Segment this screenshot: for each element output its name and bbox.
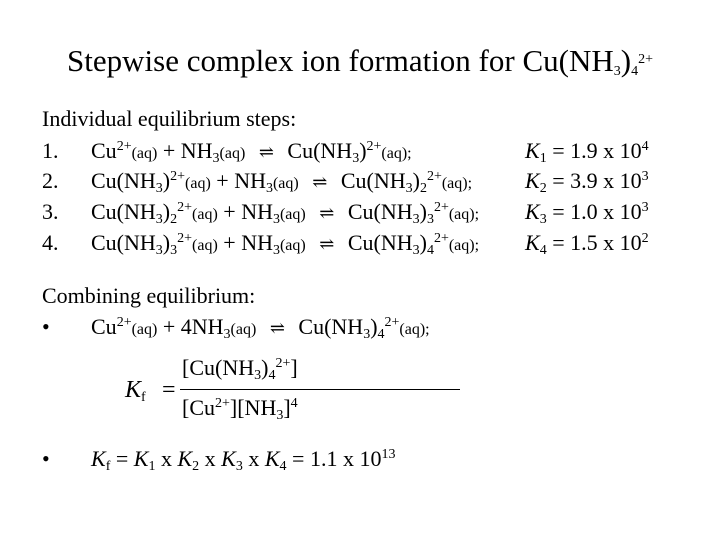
subscript: 3: [405, 181, 413, 196]
kf-k: K: [125, 377, 142, 403]
step-number: 4.: [42, 230, 59, 255]
k-exponent: 2: [641, 231, 649, 246]
state: (aq);: [441, 175, 473, 192]
subscript: 2: [170, 212, 178, 227]
k-number: = 1.9 x 10: [552, 138, 642, 163]
kf-label: [125, 377, 146, 404]
exponent: 4: [290, 396, 298, 411]
subscript: 4: [426, 243, 434, 258]
equilibrium-arrow-icon: ⇌: [269, 318, 285, 338]
charge: 2+: [116, 139, 132, 154]
k-value: [525, 138, 649, 164]
exponent: 13: [381, 447, 396, 462]
subscript: 3: [276, 408, 284, 423]
state: (aq): [131, 321, 158, 338]
charge: 2+: [177, 231, 193, 246]
k-subscript: 4: [539, 243, 547, 258]
subscript: 3: [412, 243, 420, 258]
subscript: 3: [155, 243, 163, 258]
bullet: •: [42, 314, 50, 339]
equals-sign: =: [162, 377, 176, 403]
subscript: 3: [363, 327, 371, 342]
k-exponent: 3: [641, 169, 649, 184]
charge: 2+: [177, 200, 193, 215]
k-value: [525, 230, 649, 256]
charge: 2+: [275, 356, 291, 371]
k-label: K: [525, 138, 540, 163]
state: (aq): [131, 145, 158, 162]
step-number: 2.: [42, 168, 59, 193]
paren: ): [162, 230, 171, 255]
reactant: + NH: [223, 199, 273, 224]
kf-product: [91, 446, 395, 472]
individual-heading: Individual equilibrium steps:: [42, 106, 297, 131]
numerator-open: [Cu(NH: [182, 355, 255, 380]
charge: 2+: [170, 169, 186, 184]
subscript: 3: [235, 459, 243, 474]
step-equation: [91, 199, 479, 228]
species: Cu(NH: [91, 199, 156, 224]
page-title: [0, 42, 720, 80]
title-subscript: 3: [613, 64, 621, 79]
paren: ): [370, 314, 378, 339]
reactant: + NH: [223, 230, 273, 255]
subscript: 1: [148, 459, 156, 474]
paren: ): [162, 168, 171, 193]
equals: =: [115, 446, 129, 471]
subscript: 2: [192, 459, 200, 474]
k-value: [525, 199, 649, 225]
species: Cu: [91, 314, 117, 339]
kf-numerator: [182, 355, 298, 381]
equilibrium-arrow-icon: ⇌: [319, 234, 335, 254]
product: Cu(NH: [347, 199, 413, 224]
bullet: •: [42, 446, 50, 471]
k-subscript: 3: [539, 212, 547, 227]
k-value: [525, 168, 649, 194]
k-subscript: 2: [539, 181, 547, 196]
k-number: = 3.9 x 10: [552, 168, 642, 193]
combining-heading: Combining equilibrium:: [42, 283, 256, 308]
species: Cu(NH: [91, 168, 156, 193]
combined-equation: [91, 314, 430, 343]
k-number: = 1.5 x 10: [552, 230, 642, 255]
subscript: 3: [265, 181, 273, 196]
product: Cu(NH: [287, 138, 353, 163]
bracket: ]: [283, 395, 291, 420]
subscript: 3: [223, 327, 231, 342]
charge: 2+: [433, 200, 449, 215]
charge: 2+: [433, 231, 449, 246]
k-label: K: [525, 230, 540, 255]
title-paren: ): [620, 43, 632, 78]
subscript: 3: [272, 243, 280, 258]
state: (aq): [230, 321, 257, 338]
step-number: 3.: [42, 199, 59, 224]
step-equation: [91, 138, 412, 167]
kf-sub: f: [141, 390, 146, 405]
paren: ): [162, 199, 171, 224]
k1: K: [133, 446, 149, 471]
times: x: [160, 446, 172, 471]
reactant: + NH: [216, 168, 266, 193]
step-number: 1.: [42, 138, 59, 163]
product: Cu(NH: [347, 230, 413, 255]
equilibrium-arrow-icon: ⇌: [312, 172, 328, 192]
title-superscript: 2+: [638, 52, 653, 67]
state: (aq);: [448, 237, 480, 254]
charge: 2+: [384, 315, 400, 330]
title-subscript-2: 4: [631, 64, 639, 79]
subscript: 4: [377, 327, 385, 342]
state: (aq);: [381, 145, 412, 162]
subscript: 3: [254, 368, 262, 383]
state: (aq): [192, 237, 218, 254]
value: = 1.1 x 10: [292, 446, 382, 471]
k4: K: [264, 446, 280, 471]
denominator-open: [Cu: [182, 395, 215, 420]
subscript: 3: [426, 212, 434, 227]
k-exponent: 4: [641, 139, 649, 154]
subscript: 3: [170, 243, 178, 258]
title-text: Stepwise complex ion formation for Cu(NH: [67, 43, 614, 78]
subscript: 3: [155, 181, 163, 196]
paren: ): [359, 138, 367, 163]
charge: 2+: [215, 396, 230, 411]
subscript: 3: [155, 212, 163, 227]
paren: ): [419, 230, 427, 255]
state: (aq): [192, 206, 218, 223]
equilibrium-arrow-icon: ⇌: [319, 203, 335, 223]
charge: 2+: [426, 169, 442, 184]
product: Cu(NH: [298, 314, 364, 339]
state: (aq): [279, 206, 306, 223]
charge: 2+: [116, 315, 132, 330]
equilibrium-arrow-icon: ⇌: [258, 142, 274, 162]
charge: 2+: [366, 139, 382, 154]
state: (aq): [219, 145, 246, 162]
step-equation: [91, 168, 472, 197]
state: (aq);: [448, 206, 480, 223]
k-number: = 1.0 x 10: [552, 199, 642, 224]
subscript: 3: [412, 212, 420, 227]
paren: ): [412, 168, 420, 193]
species: Cu(NH: [91, 230, 156, 255]
subscript: 3: [212, 151, 220, 166]
step-equation: [91, 230, 479, 259]
state: (aq): [279, 237, 306, 254]
k2: K: [177, 446, 193, 471]
reactant: + 4NH: [162, 314, 224, 339]
bracket: ]: [290, 355, 298, 380]
k-exponent: 3: [641, 200, 649, 215]
k-label: K: [525, 199, 540, 224]
denominator-mid: ][NH: [229, 395, 277, 420]
subscript: 2: [419, 181, 427, 196]
subscript: 4: [279, 459, 287, 474]
fraction-bar: [180, 389, 460, 390]
subscript: 4: [268, 368, 276, 383]
times: x: [248, 446, 260, 471]
product: Cu(NH: [340, 168, 406, 193]
subscript: 3: [352, 151, 360, 166]
state: (aq): [272, 175, 299, 192]
k-subscript: 1: [539, 151, 547, 166]
paren: ): [261, 355, 269, 380]
paren: ): [419, 199, 427, 224]
k: K: [91, 446, 106, 471]
reactant: + NH: [162, 138, 213, 163]
k-label: K: [525, 168, 540, 193]
kf-denominator: [182, 395, 298, 421]
state: (aq): [185, 175, 211, 192]
subscript: f: [105, 459, 111, 474]
k3: K: [221, 446, 236, 471]
times: x: [204, 446, 216, 471]
subscript: 3: [272, 212, 280, 227]
species: Cu: [91, 138, 117, 163]
state: (aq);: [399, 321, 430, 338]
